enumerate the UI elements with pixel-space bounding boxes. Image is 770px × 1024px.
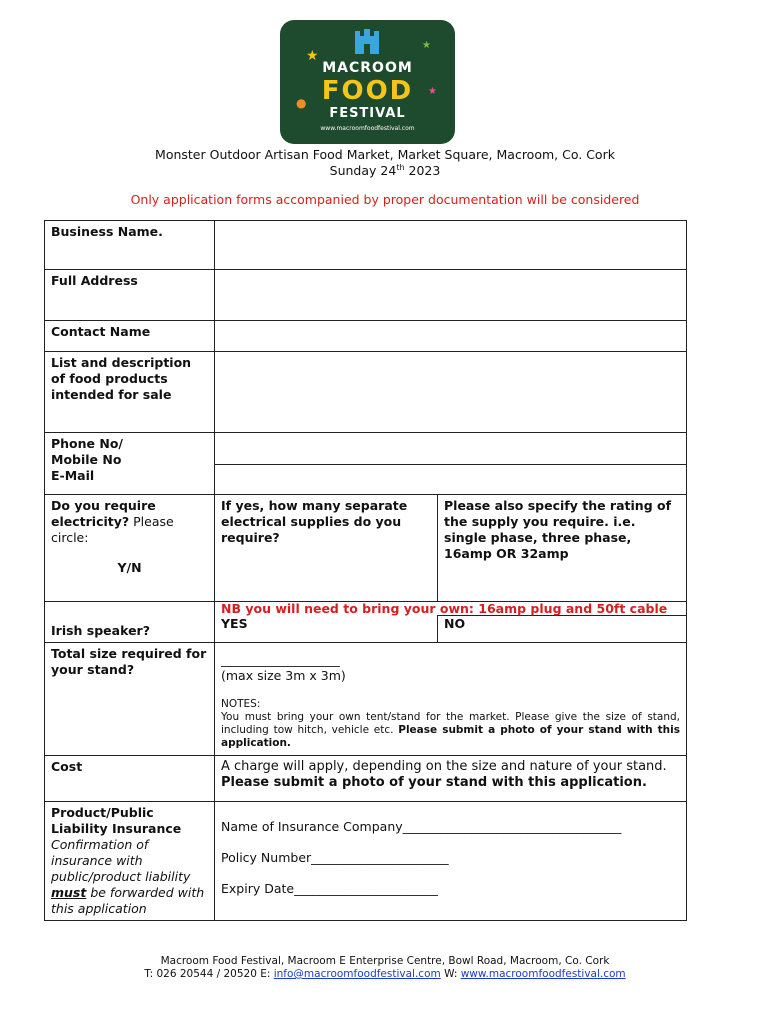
electricity-q-rest: Please circle: [51, 514, 174, 545]
insurance-label [45, 802, 215, 921]
footer-web-link[interactable]: www.macroomfoodfestival.com [460, 968, 626, 980]
phone-email-label [45, 433, 215, 495]
star-icon: ★ [422, 40, 431, 51]
stand-notes-title: NOTES: [221, 698, 261, 710]
stand-notes-text: You must bring your own tent/stand for the market. Please give the size of stand, including tow hitch, vehicle etc. [221, 711, 680, 736]
stand-size-blank[interactable]: ___________________ [221, 652, 340, 667]
logo-line2: FOOD [321, 76, 414, 106]
email-field[interactable] [215, 465, 687, 495]
footer-web-prefix: W: [440, 968, 461, 980]
electricity-yn[interactable]: Y/N [117, 560, 142, 575]
stand-size-label: Total size required for your stand? [45, 643, 215, 756]
application-form [44, 220, 687, 921]
festival-logo [280, 20, 455, 144]
insurance-note [51, 837, 208, 917]
date-prefix: Sunday 24 [329, 163, 397, 179]
insurance-must: must [51, 885, 87, 900]
food-products-field[interactable] [215, 352, 687, 433]
star-icon: ★ [306, 48, 319, 64]
stand-notes-bold: Please submit a photo of your stand with this application. [221, 724, 680, 749]
food-products-label: List and description of food products intended for sale [45, 352, 215, 433]
insurance-note-1: Confirmation of insurance with public/product liability [51, 837, 191, 884]
insurance-title: Product/Public Liability Insurance [51, 805, 182, 836]
expiry-date-field[interactable]: Expiry Date_______________________ [221, 881, 438, 896]
date-suffix: 2023 [404, 163, 441, 179]
cost-line1: A charge will apply, depending on the size and nature of your stand. [221, 759, 667, 774]
insurance-company-field[interactable]: Name of Insurance Company___________________________________ [221, 819, 622, 834]
contact-name-label: Contact Name [45, 321, 215, 352]
electricity-note: NB you will need to bring your own: 16amp plug and 50ft cable [215, 602, 687, 616]
email-label: E-Mail [51, 468, 95, 483]
insurance-fields [215, 802, 687, 921]
phone-label: Phone No/ Mobile No [51, 436, 123, 467]
electricity-q-bold: Do you require electricity? [51, 498, 156, 529]
electricity-question [45, 495, 215, 602]
cost-line2: Please submit a photo of your stand with this application. [221, 775, 647, 790]
logo-line1: MACROOM [322, 60, 413, 76]
irish-speaker-text: Irish speaker? [51, 623, 150, 638]
logo-line3: FESTIVAL [329, 106, 406, 121]
footer-contact [0, 968, 770, 980]
date-sup: th [396, 163, 405, 172]
stand-size-max: (max size 3m x 3m) [221, 668, 346, 683]
footer-address: Macroom Food Festival, Macroom E Enterprise Centre, Bowl Road, Macroom, Co. Cork [160, 955, 610, 967]
documentation-warning: Only application forms accompanied by proper documentation will be considered [130, 192, 640, 207]
insurance-note-2: be forwarded with this application [51, 885, 205, 916]
supplies-question[interactable]: If yes, how many separate electrical supplies do you require? [215, 495, 438, 602]
event-date [0, 163, 770, 178]
stand-size-field[interactable] [215, 643, 687, 756]
stand-notes [221, 711, 680, 750]
irish-yes-option[interactable]: YES [215, 616, 438, 643]
rating-question[interactable]: Please also specify the rating of the supply you require. i.e. single phase, three phase, 16amp OR 32amp [438, 495, 687, 602]
footer-phone: T: 026 20544 / 20520 E: [144, 968, 274, 980]
full-address-label: Full Address [45, 270, 215, 321]
contact-name-field[interactable] [215, 321, 687, 352]
business-name-field[interactable] [215, 221, 687, 270]
cost-info [215, 756, 687, 802]
business-name-label: Business Name. [45, 221, 215, 270]
irish-speaker-label [45, 602, 215, 643]
footer-email-link[interactable]: info@macroomfoodfestival.com [273, 968, 441, 980]
event-title: Monster Outdoor Artisan Food Market, Market Square, Macroom, Co. Cork [155, 147, 615, 162]
full-address-field[interactable] [215, 270, 687, 321]
star-icon: ★ [428, 86, 437, 97]
planet-icon: ● [296, 96, 307, 110]
logo-url: www.macroomfoodfestival.com [320, 125, 415, 132]
cost-label: Cost [45, 756, 215, 802]
irish-no-option[interactable]: NO [438, 616, 687, 643]
policy-number-field[interactable]: Policy Number______________________ [221, 850, 449, 865]
phone-field[interactable] [215, 433, 687, 465]
castle-icon [352, 26, 382, 56]
